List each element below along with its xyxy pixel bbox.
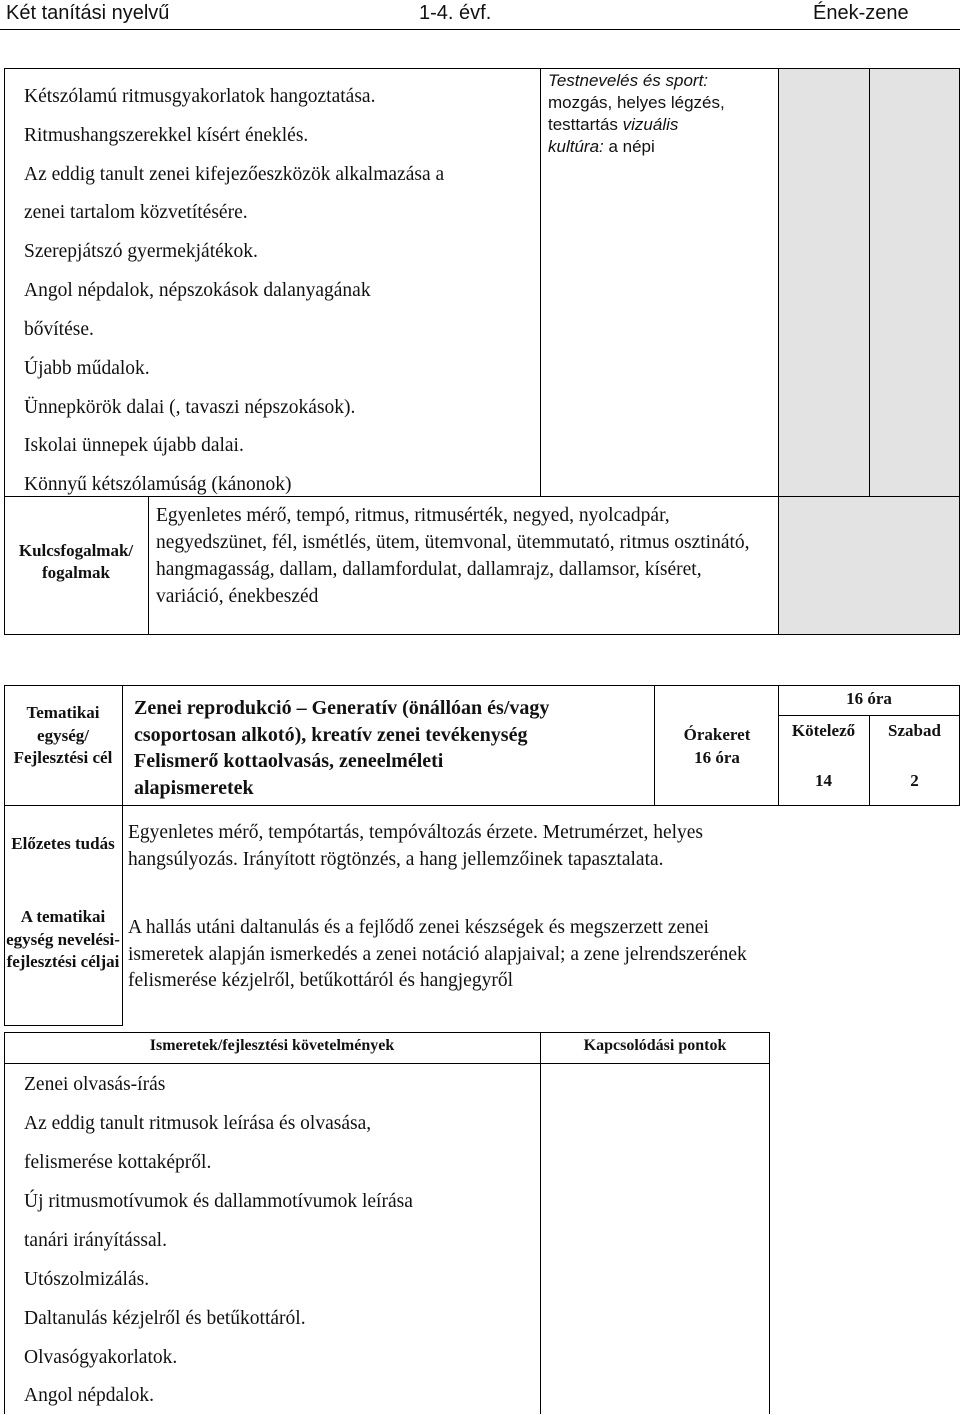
free-label: Szabad — [888, 721, 941, 740]
hours-total: 16 óra — [846, 689, 892, 708]
theme-title-line: alapismeretek — [134, 776, 254, 799]
goals-label: A tematikai egység nevelési-fejlesztési céljai — [6, 907, 120, 971]
shaded-cell — [779, 497, 959, 634]
connection-points — [548, 70, 725, 158]
content-line: Angol népdalok, népszokások dalanyagának — [24, 280, 371, 301]
theme-title-line: Felismerő kottaolvasás, zeneelméleti — [134, 750, 444, 772]
content-line: Újabb műdalok. — [24, 358, 150, 379]
subject-name: Testnevelés és sport: — [548, 71, 709, 90]
key-concepts-text: Egyenletes mérő, tempó, ritmus, ritmusérték, negyed, nyolcadpár, negyedszünet, fél, ismétlés, ütem, ütemvonal, ütemmutató, ritmus osztinátó, hangmagasság, dallam, dallamfordulat, dallamrajz, dallamsor, kíséret, variáció, énekbeszéd — [156, 505, 750, 607]
content-line: Iskolai ünnepek újabb dalai. — [24, 435, 244, 456]
requirement-line: felismerése kottaképről. — [24, 1152, 212, 1173]
theme-title-line: Zenei reprodukció – Generatív (önállóan és/vagy — [134, 697, 550, 719]
requirement-line: Új ritmusmotívumok és dallammotívumok leírása — [24, 1191, 413, 1212]
frame-label-line: Órakeret — [683, 725, 751, 744]
mandatory-label: Kötelező — [791, 721, 856, 740]
requirement-line: tanári irányítással. — [24, 1230, 167, 1251]
frame-hours: 16 óra — [694, 748, 740, 767]
header-right: Ének-zene — [813, 2, 909, 24]
content-line: zenei tartalom közvetítésére. — [24, 202, 248, 223]
content-line: Ritmushangszerekkel kísért éneklés. — [24, 125, 309, 146]
theme-title-line: csoportosan alkotó), kreatív zenei tevékenység — [134, 723, 528, 746]
header-left: Két tanítási nyelvű — [6, 2, 170, 24]
mandatory-value: 14 — [815, 771, 832, 790]
content-line: Ünnepkörök dalai (, tavaszi népszokások). — [24, 397, 356, 418]
theme-label: Tematikai egység/ Fejlesztési cél — [13, 703, 113, 767]
requirement-line: Zenei olvasás-írás — [24, 1074, 166, 1095]
content-line: Szerepjátszó gyermekjátékok. — [24, 241, 258, 262]
theme-title — [134, 695, 644, 801]
connection-text: mozgás, helyes légzés, — [548, 93, 725, 112]
frame-label — [656, 723, 778, 769]
requirement-line: Utószolmizálás. — [24, 1269, 150, 1290]
requirement-line: Angol népdalok. — [24, 1385, 154, 1406]
requirements-header: Ismeretek/fejlesztési követelmények — [149, 1037, 395, 1054]
prior-knowledge-label: Előzetes tudás — [11, 834, 115, 853]
header-rule — [0, 29, 960, 30]
content-line: Az eddig tanult zenei kifejezőeszközök alkalmazása a — [24, 164, 445, 185]
header-center: 1-4. évf. — [419, 2, 492, 24]
connection-text: a népi — [603, 137, 655, 156]
requirement-line: Daltanulás kézjelről és betűkottáról. — [24, 1308, 306, 1329]
key-concepts-label: Kulcsfogalmak/ fogalmak — [18, 541, 134, 582]
connections-header: Kapcsolódási pontok — [583, 1037, 727, 1054]
content-line: bővítése. — [24, 319, 94, 340]
subject-name: kultúra: — [548, 137, 604, 156]
requirement-line: Az eddig tanult ritmusok leírása és olvasása, — [24, 1113, 372, 1134]
requirement-line: Olvasógyakorlatok. — [24, 1347, 178, 1368]
goals-text: A hallás utáni daltanulás és a fejlődő zenei készségek és megszerzett zenei ismeretek alapján ismerkedés a zenei notáció alapjaival; a zene jelrendszerének felismerése kézjelről, betűkottáról és hangjegyről — [128, 917, 747, 991]
subject-name: vizuális — [622, 115, 679, 134]
free-value: 2 — [910, 771, 919, 790]
content-line: Kétszólamú ritmusgyakorlatok hangoztatása. — [24, 86, 376, 107]
prior-knowledge-text: Egyenletes mérő, tempótartás, tempóváltozás érzete. Metrumérzet, helyes hangsúlyozás. Irányított rögtönzés, a hang jellemzőinek tapasztalata. — [128, 822, 704, 870]
content-line: Könnyű kétszólamúság (kánonok) — [24, 474, 292, 495]
connection-text: testtartás — [548, 115, 623, 134]
